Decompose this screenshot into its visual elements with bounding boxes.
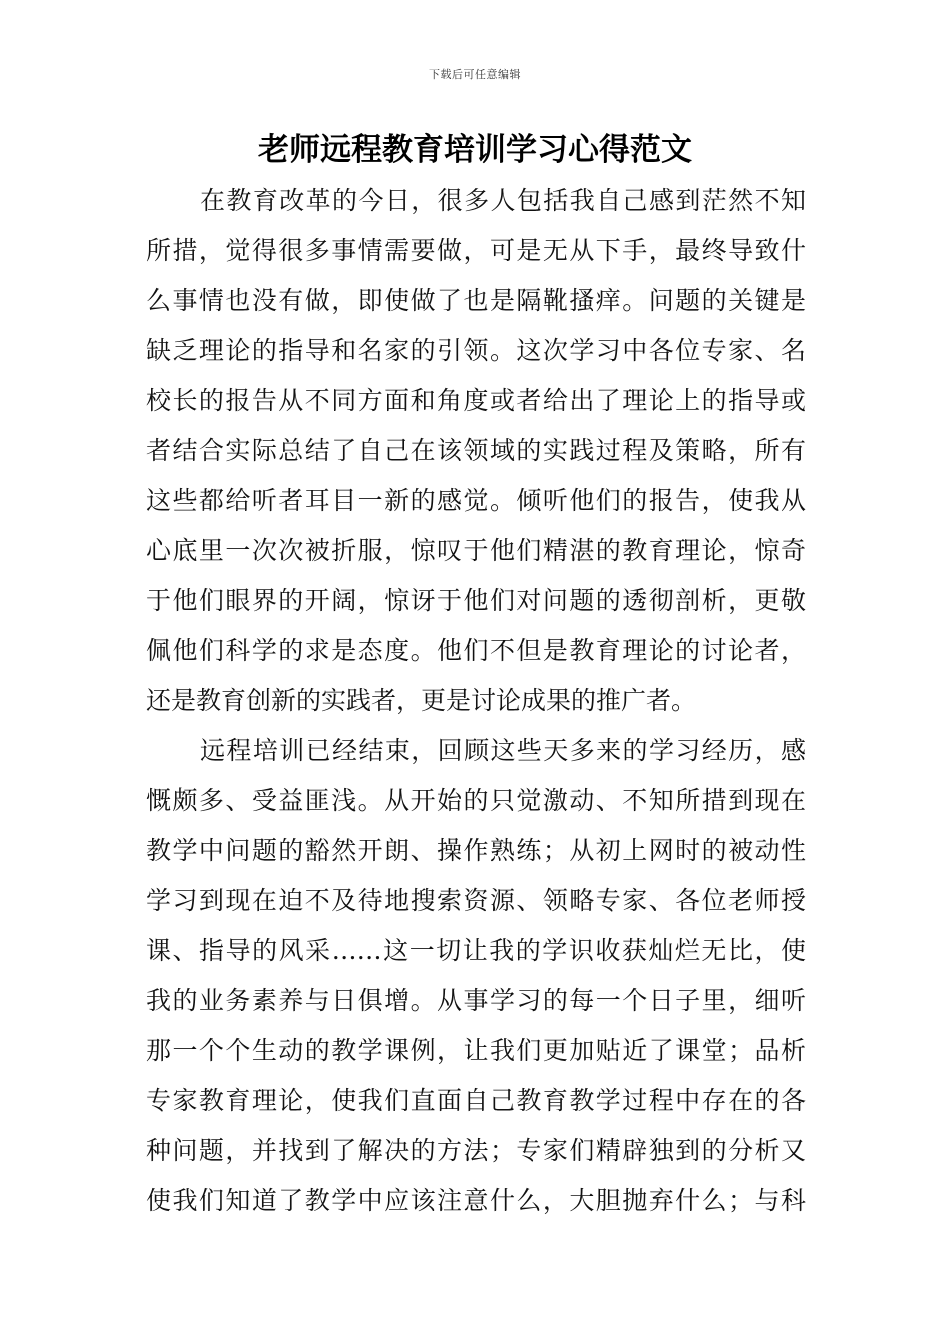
text-line: 使我们知道了教学中应该注意什么，大胆抛弃什么；与科 (146, 1186, 806, 1215)
text-line: 远程培训已经结束，回顾这些天多来的学习经历，感 (200, 736, 806, 765)
text-line: 缺乏理论的指导和名家的引领。这次学习中各位专家、名 (146, 336, 806, 365)
text-line: 于他们眼界的开阔，惊讶于他们对问题的透彻剖析，更敬 (146, 586, 806, 615)
text-line: 者结合实际总结了自己在该领域的实践过程及策略，所有 (146, 436, 806, 465)
text-line: 佩他们科学的求是态度。他们不但是教育理论的讨论者， (146, 636, 806, 665)
text-line: 学习到现在迫不及待地搜索资源、领略专家、各位老师授 (146, 886, 806, 915)
paragraph-2 (146, 726, 806, 1226)
paragraph-1 (146, 176, 806, 726)
text-line: 这些都给听者耳目一新的感觉。倾听他们的报告，使我从 (146, 486, 806, 515)
document-body (146, 176, 806, 1226)
text-line: 心底里一次次被折服，惊叹于他们精湛的教育理论，惊奇 (146, 536, 806, 565)
text-line: 么事情也没有做，即使做了也是隔靴搔痒。问题的关键是 (146, 286, 806, 315)
text-line: 种问题，并找到了解决的方法；专家们精辟独到的分析又 (146, 1136, 806, 1165)
text-line: 校长的报告从不同方面和角度或者给出了理论上的指导或 (146, 386, 806, 415)
text-line: 那一个个生动的教学课例，让我们更加贴近了课堂；品析 (146, 1036, 806, 1065)
text-line: 教学中问题的豁然开朗、操作熟练；从初上网时的被动性 (146, 836, 806, 865)
document-title: 老师远程教育培训学习心得范文 (258, 132, 692, 168)
text-line: 所措，觉得很多事情需要做，可是无从下手，最终导致什 (146, 236, 806, 265)
text-line: 在教育改革的今日，很多人包括我自己感到茫然不知 (200, 186, 806, 215)
text-line: 课、指导的风采……这一切让我的学识收获灿烂无比，使 (146, 936, 806, 965)
text-line: 专家教育理论，使我们直面自己教育教学过程中存在的各 (146, 1086, 806, 1115)
text-line: 慨颇多、受益匪浅。从开始的只觉激动、不知所措到现在 (146, 786, 806, 815)
header-note: 下载后可任意编辑 (429, 68, 521, 81)
text-line: 还是教育创新的实践者，更是讨论成果的推广者。 (146, 686, 697, 715)
text-line: 我的业务素养与日俱增。从事学习的每一个日子里，细听 (146, 986, 806, 1015)
